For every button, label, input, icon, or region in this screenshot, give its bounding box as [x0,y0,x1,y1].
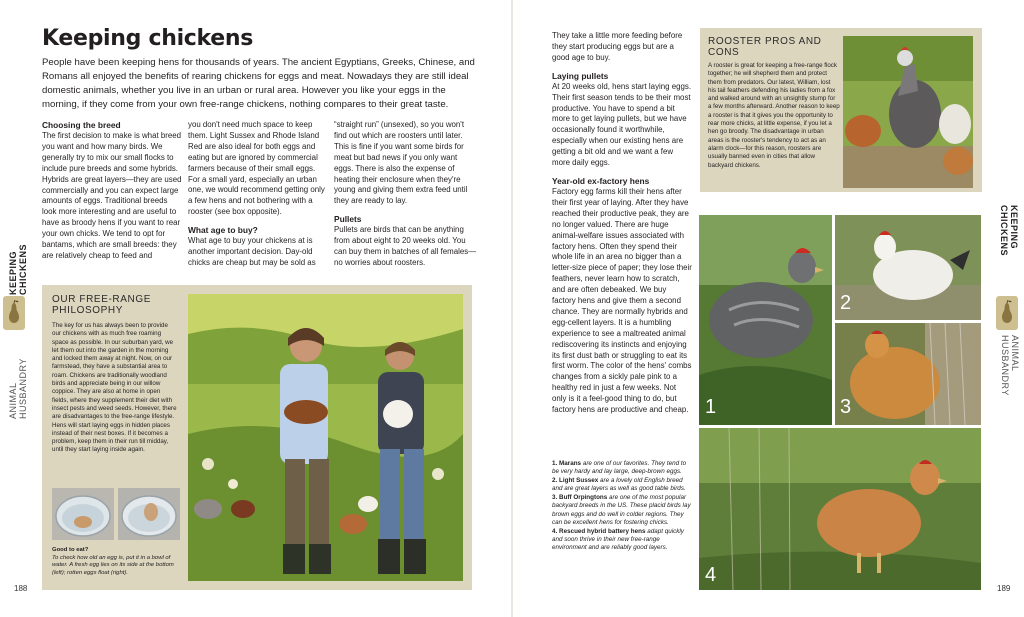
text-laying-pullets: At 20 weeks old, hens start laying eggs. Their first season tends to be their most productive. You have to spend a bit more to get laying pullets, but we have occasionally found it worthwhile, especially when our existing hens are getting a bit old and we want a few more daily eggs. [552,81,692,168]
photo-rescued-battery-hen [699,428,981,590]
page-title: Keeping chickens [42,26,254,51]
side-label-animal-husbandry-left: ANIMAL HUSBANDRY [8,358,28,419]
pear-icon [996,296,1018,330]
photo-egg-rotten [118,488,180,540]
column-breed-3 [334,120,478,269]
pear-icon [3,296,25,330]
photo-light-sussex [835,215,981,320]
side-label-animal-husbandry-right: ANIMAL HUSBANDRY [1000,335,1020,396]
egg-caption-text: To check how old an egg is, put it in a bowl of water. A fresh egg lies on its side at the bottom (left); rotten eggs float (right). [52,554,174,576]
text-breed-2: you don't need much space to keep them. Light Sussex and Rhode Island Red are also ideal for both eggs and eating but are ignored by commercial farmers because of their small eggs. For a small yard, especially an urban one, we would recommend getting only a few hens and not bothering with a rooster (see box opposite). [188,120,325,217]
photo-two-farmers-with-chickens [188,294,463,581]
caption-item: 1. Marans are one of our favorites. They tend to be very hardy and lay large, deep-brown eggs. [552,460,687,476]
egg-caption [52,547,182,577]
heading-laying-pullets: Laying pullets [552,70,609,81]
text-right-top: They take a little more feeding before they start producing eggs but are a good age to buy. [552,31,683,62]
photo-number-3: 3 [840,396,852,418]
page-number-left: 188 [14,584,28,593]
column-breed-2 [188,120,328,269]
side-label-keeping-chickens-left: KEEPING CHICKENS [8,243,28,295]
photo-number-2: 2 [840,292,852,314]
philosophy-text: The key for us has always been to provide our chickens with as much free roaming space as possible. In our suburban yard, we let them out into the garden in the morning and locked them away at night. Now, on our farmstead, they have a substantial area to roam. Chickens are traditionally woodland birds and appreciate being in our willow coppice. They are also at home in open fields, where they supplement their diet with insect pests and weed seeds. However, there are disadvantages to the free-range lifestyle. Hens will start laying eggs in hidden places instead of their nest boxes. If it becomes a problem, keep them in their run till midday, until they start laying inside again. [52,322,177,454]
caption-item: 2. Light Sussex are a lovely old English breed and are great layers as well as good table birds. [552,477,686,493]
photo-number-4: 4 [705,564,717,586]
heading-pullets: Pullets [334,214,362,225]
philosophy-box [42,285,472,590]
photo-egg-fresh [52,488,114,540]
page-number-right: 189 [997,584,1011,593]
breed-captions [552,460,692,553]
pear-tab-right [996,296,1018,330]
column-breed-1 [42,120,182,262]
gutter [511,0,513,617]
text-breed-3: “straight run” (unsexed), so you won't find out which are roosters until later. This is fine if you want some birds for meat but bad news if you only want eggs. There is also the expense of heating their enclosure when they're young and giving them extra feed until they are ready to lay. [334,120,468,206]
photo-rooster-with-hens [843,36,973,188]
heading-what-age: What age to buy? [188,225,258,236]
pear-tab-left [3,296,25,330]
rooster-text: A rooster is great for keeping a free-range flock together; he will shepherd them and protect them from predators. Our latest, William, lost his tail feathers defending his ladies from a fox and walked around with an unsightly stump for a few months afterward. Another reason to keep a rooster is that it gives you the opportunity to rear more chicks, at little expense, if you let a hen go broody. The disadvantage in urban areas is the rooster's tendency to act as an alarm clock—for this reason, roosters are usually banned even in cities that allow backyard chickens. [708,62,840,169]
text-ex-factory-hens: Factory egg farms kill their hens after their first year of laying. After they have reached their productive peak, they are no longer valued. There are huge animal-welfare issues associated with factory hens. Often they spend their whole life in an area no bigger than a letter-size piece of paper; they lose their feathers, never learn how to scratch, and are often debeaked. We buy factory hens and give them a second chance. They are normally hybrids and egg-cellent layers. It is a humbling experience to see a maltreated animal rediscovering its instincts and enjoying its first dust bath or struggling to eat its first worm. The color of the hens' combs changes from a sickly pale pink to a healthy red in just a few weeks. Not only is it a feel-good thing to do, but factory hens are productive and cheap. [552,186,692,415]
caption-item: 3. Buff Orpingtons are one of the most popular backyard breeds in the US. These placid birds lay brown eggs and do well in colder regions. They can be excellent hens for fostering chicks. [552,494,691,527]
photo-buff-orpington [835,323,981,425]
photo-marans-hen [699,215,832,425]
photo-number-1: 1 [705,396,717,418]
rooster-title: ROOSTER PROS AND CONS [708,36,822,58]
egg-caption-title: Good to eat? [52,547,89,553]
text-pullets: Pullets are birds that can be anything from about eight to 20 weeks old. You can buy them in batches of all females—no worries about roosters. [334,225,477,267]
side-label-keeping-chickens-right: KEEPING CHICKENS [999,205,1019,257]
rooster-box [700,28,982,192]
caption-item: 4. Rescued hybrid battery hens adapt quickly and soon thrive in their new free-range environment and are reliably good layers. [552,527,684,552]
intro-paragraph: People have been keeping hens for thousands of years. The ancient Egyptians, Greeks, Chinese, and Romans all enjoyed the benefits of rearing chickens for eggs and meat. Nowadays they are still ideal domestic animals, whether you live in an urban or rural area. However you like your eggs in the morning, if they come from your own free-range chickens, nothing compares to their great taste. [42,57,475,110]
text-breed-1: The first decision to make is what breed you want and how many birds. We generally try to mix our small flocks to include pure breeds and some hybrids. Hybrids are great layers—they are used commercially and you can expect large amounts of eggs. Traditional breeds look more interesting and are useful to have as broody hens if you want to rear your own chicks. We tend to opt for bantams, which are small breeds: they are relatively cheap to feed and [42,131,182,260]
heading-ex-factory-hens: Year-old ex-factory hens [552,175,650,186]
philosophy-title: OUR FREE-RANGE PHILOSOPHY [52,294,151,316]
heading-choosing-breed: Choosing the breed [42,120,121,130]
column-right-text [552,31,692,416]
text-what-age: What age to buy your chickens at is another important decision. Day-old chicks are cheap but may be sold as [188,236,316,267]
